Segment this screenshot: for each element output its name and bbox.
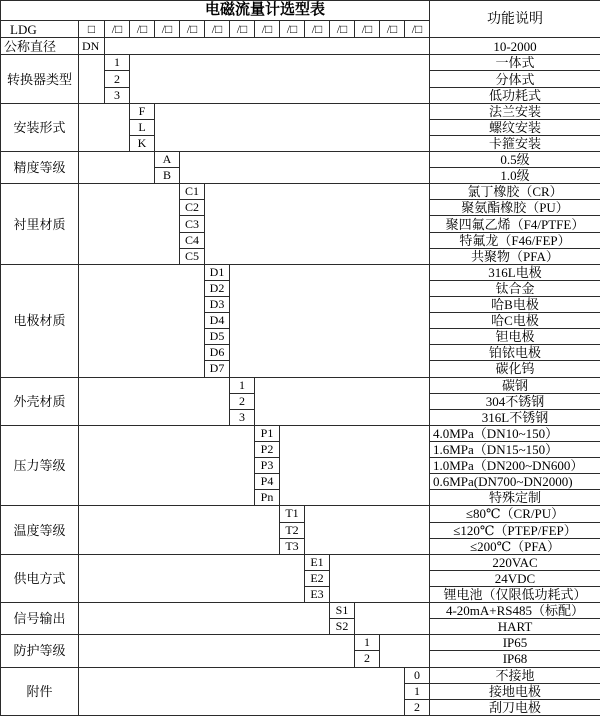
spacer-cell — [79, 635, 355, 667]
sheet-title: 电磁流量计选型表 — [1, 1, 430, 21]
description-cell: 特氟龙（F46/FEP） — [430, 232, 600, 248]
description-cell: 0.6MPa(DN700~DN2000) — [430, 474, 600, 490]
model-slot: /□ — [155, 21, 180, 38]
table-row — [1, 184, 600, 200]
code-cell: F — [130, 103, 155, 119]
spacer-cell — [79, 506, 280, 554]
spacer-cell — [280, 425, 430, 506]
category-label: 信号输出 — [1, 603, 79, 635]
description-cell: 4.0MPa（DN10~150） — [430, 425, 600, 441]
code-cell: D2 — [205, 280, 230, 296]
description-cell: ≤120℃（PTEP/FEP） — [430, 522, 600, 538]
category-label: 安装形式 — [1, 103, 79, 151]
description-cell: 钛合金 — [430, 280, 600, 296]
model-slot: /□ — [180, 21, 205, 38]
category-label: 转换器类型 — [1, 55, 79, 103]
category-label: 衬里材质 — [1, 184, 79, 265]
spacer-cell — [330, 554, 430, 602]
description-cell: 铂铱电极 — [430, 345, 600, 361]
code-cell: P1 — [255, 425, 280, 441]
description-cell: 低功耗式 — [430, 87, 600, 103]
model-code-box: □ — [79, 21, 105, 38]
code-cell: T1 — [280, 506, 305, 522]
description-cell: 316L不锈钢 — [430, 409, 600, 425]
code-cell: 3 — [230, 409, 255, 425]
description-cell: 聚四氟乙烯（F4/PTFE） — [430, 216, 600, 232]
description-cell: 钽电极 — [430, 329, 600, 345]
code-cell: DN — [79, 38, 105, 55]
description-cell: 刮刀电极 — [430, 699, 600, 715]
code-cell: P2 — [255, 441, 280, 457]
spacer-cell — [79, 103, 130, 151]
description-cell: 接地电极 — [430, 683, 600, 699]
description-cell: IP65 — [430, 635, 600, 651]
description-cell: ≤80℃（CR/PU） — [430, 506, 600, 522]
description-cell: 24VDC — [430, 570, 600, 586]
code-cell: S2 — [330, 619, 355, 635]
spacer-cell — [79, 603, 330, 635]
spacer-cell — [155, 103, 430, 151]
model-slot: /□ — [255, 21, 280, 38]
code-cell: 3 — [105, 87, 130, 103]
description-cell: 1.0级 — [430, 168, 600, 184]
description-cell: 1.6MPa（DN15~150） — [430, 441, 600, 457]
code-cell: T3 — [280, 538, 305, 554]
code-cell: B — [155, 168, 180, 184]
code-cell: 1 — [230, 377, 255, 393]
spacer-cell — [105, 38, 430, 55]
code-cell: E3 — [305, 586, 330, 602]
category-label: 压力等级 — [1, 425, 79, 506]
description-cell: 220VAC — [430, 554, 600, 570]
table-row — [1, 554, 600, 570]
table-row — [1, 667, 600, 683]
code-cell: E1 — [305, 554, 330, 570]
code-cell: C4 — [180, 232, 205, 248]
code-cell: 0 — [405, 667, 430, 683]
model-slot: /□ — [130, 21, 155, 38]
code-cell: 1 — [105, 55, 130, 71]
code-cell: Pn — [255, 490, 280, 506]
description-cell: 卡箍安装 — [430, 135, 600, 151]
description-cell: 哈C电极 — [430, 313, 600, 329]
spacer-cell — [305, 506, 430, 554]
category-label: 供电方式 — [1, 554, 79, 602]
model-slot: /□ — [230, 21, 255, 38]
code-cell: S1 — [330, 603, 355, 619]
code-cell: K — [130, 135, 155, 151]
code-cell: 2 — [105, 71, 130, 87]
table-row — [1, 377, 600, 393]
code-cell: A — [155, 152, 180, 168]
model-prefix: LDG — [1, 21, 79, 38]
spacer-cell — [79, 554, 305, 602]
function-description-header: 功能说明 — [430, 1, 600, 38]
category-label: 附件 — [1, 667, 79, 715]
description-cell: 法兰安装 — [430, 103, 600, 119]
description-cell: 304不锈钢 — [430, 393, 600, 409]
code-cell: D4 — [205, 313, 230, 329]
table-row — [1, 103, 600, 119]
code-cell: D7 — [205, 361, 230, 377]
description-cell: 4-20mA+RS485（标配） — [430, 603, 600, 619]
spacer-cell — [79, 184, 180, 265]
model-slot: /□ — [105, 21, 130, 38]
spacer-cell — [79, 425, 255, 506]
spacer-cell — [255, 377, 430, 425]
code-cell: L — [130, 119, 155, 135]
model-slot: /□ — [330, 21, 355, 38]
model-slot: /□ — [405, 21, 430, 38]
table-row — [1, 635, 600, 651]
category-label: 外壳材质 — [1, 377, 79, 425]
table-row — [1, 1, 600, 21]
description-cell: 聚氨酯橡胶（PU） — [430, 200, 600, 216]
code-cell: C5 — [180, 248, 205, 264]
description-cell: 一体式 — [430, 55, 600, 71]
description-cell: 共聚物（PFA） — [430, 248, 600, 264]
category-label-dn: 公称直径 — [1, 38, 79, 55]
category-label: 防护等级 — [1, 635, 79, 667]
spacer-cell — [355, 603, 430, 635]
description-cell: HART — [430, 619, 600, 635]
code-cell: 2 — [405, 699, 430, 715]
code-cell: C2 — [180, 200, 205, 216]
description-cell: 特殊定制 — [430, 490, 600, 506]
category-label: 电极材质 — [1, 264, 79, 377]
spacer-cell — [380, 635, 430, 667]
table-row — [1, 506, 600, 522]
description-cell: 分体式 — [430, 71, 600, 87]
description-cell: ≤200℃（PFA） — [430, 538, 600, 554]
spacer-cell — [205, 184, 430, 265]
description-cell: 螺纹安装 — [430, 119, 600, 135]
description-cell: 不接地 — [430, 667, 600, 683]
code-cell: D1 — [205, 264, 230, 280]
table-row — [1, 603, 600, 619]
model-slot: /□ — [355, 21, 380, 38]
spacer-cell — [79, 264, 205, 377]
code-cell: 1 — [405, 683, 430, 699]
description-cell: 10-2000 — [430, 38, 600, 55]
spacer-cell — [79, 55, 105, 103]
description-cell: 碳化钨 — [430, 361, 600, 377]
model-slot: /□ — [380, 21, 405, 38]
code-cell: C3 — [180, 216, 205, 232]
code-cell: 1 — [355, 635, 380, 651]
spacer-cell — [230, 264, 430, 377]
code-cell: D6 — [205, 345, 230, 361]
code-cell: P3 — [255, 458, 280, 474]
table-row — [1, 264, 600, 280]
table-row — [1, 55, 600, 71]
code-cell: E2 — [305, 570, 330, 586]
description-cell: IP68 — [430, 651, 600, 667]
code-cell: D5 — [205, 329, 230, 345]
description-cell: 氯丁橡胶（CR） — [430, 184, 600, 200]
category-label: 精度等级 — [1, 152, 79, 184]
description-cell: 1.0MPa（DN200~DN600） — [430, 458, 600, 474]
description-cell: 锂电池（仅限低功耗式） — [430, 586, 600, 602]
category-label: 温度等级 — [1, 506, 79, 554]
table-row — [1, 152, 600, 168]
code-cell: P4 — [255, 474, 280, 490]
model-slot: /□ — [205, 21, 230, 38]
table-row — [1, 425, 600, 441]
code-cell: 2 — [230, 393, 255, 409]
spacer-cell — [79, 152, 155, 184]
description-cell: 0.5级 — [430, 152, 600, 168]
code-cell: 2 — [355, 651, 380, 667]
model-slot: /□ — [280, 21, 305, 38]
description-cell: 碳钢 — [430, 377, 600, 393]
code-cell: D3 — [205, 297, 230, 313]
model-slot: /□ — [305, 21, 330, 38]
spacer-cell — [79, 667, 405, 715]
spacer-cell — [180, 152, 430, 184]
table-row — [1, 38, 600, 55]
spacer-cell — [130, 55, 430, 103]
spacer-cell — [79, 377, 230, 425]
code-cell: C1 — [180, 184, 205, 200]
code-cell: T2 — [280, 522, 305, 538]
description-cell: 哈B电极 — [430, 297, 600, 313]
description-cell: 316L电极 — [430, 264, 600, 280]
